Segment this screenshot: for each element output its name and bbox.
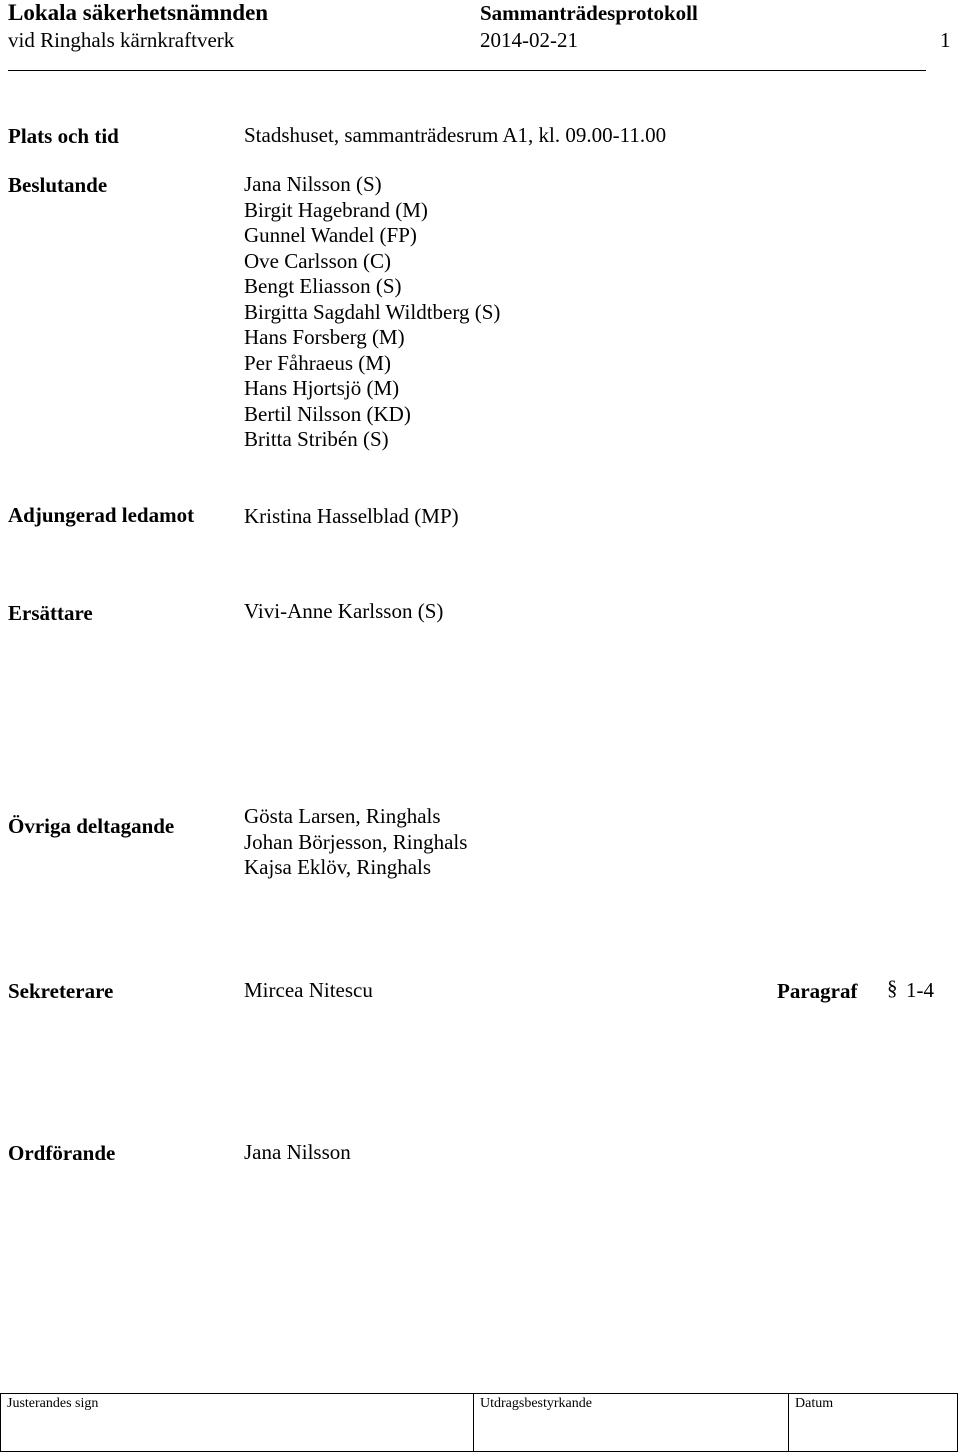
datum-label: Datum — [795, 1396, 834, 1411]
substitute-label: Ersättare — [8, 601, 93, 625]
list-item: Bertil Nilsson (KD) — [244, 401, 411, 426]
list-item: Hans Forsberg (M) — [244, 325, 405, 349]
place-value: Stadshuset, sammanträdesrum A1, kl. 09.00-11.00 — [244, 123, 667, 147]
chair-value: Jana Nilsson — [244, 1140, 351, 1164]
chair-label: Ordförande — [8, 1141, 116, 1165]
list-item: Ove Carlsson (C) — [244, 248, 391, 273]
paragraph-label: Paragraf — [777, 979, 858, 1003]
document-type: Sammanträdesprotokoll — [480, 1, 698, 25]
others-label: Övriga deltagande — [8, 814, 175, 838]
signature-table — [0, 1393, 958, 1452]
justerandes-sign-label: Justerandes sign — [7, 1396, 99, 1411]
list-item: Gunnel Wandel (FP) — [244, 223, 417, 247]
list-item: Hans Hjortsjö (M) — [244, 376, 400, 400]
list-item: Johan Börjesson, Ringhals — [244, 829, 468, 854]
justerandes-sign-cell — [1, 1394, 473, 1451]
others-list — [244, 804, 467, 881]
paragraph-symbol: § — [887, 976, 898, 1000]
utdragsbestyrkande-label: Utdragsbestyrkande — [480, 1396, 592, 1411]
header-divider — [8, 70, 926, 71]
list-item: Bengt Eliasson (S) — [244, 274, 402, 298]
adjunct-value: Kristina Hasselblad (MP) — [244, 504, 459, 528]
place-label: Plats och tid — [8, 124, 119, 148]
organization-name: Lokala säkerhetsnämnden — [8, 0, 269, 25]
page-number: 1 — [940, 28, 951, 52]
document-date: 2014-02-21 — [480, 28, 578, 52]
adjunct-label: Adjungerad ledamot — [8, 503, 195, 527]
list-item: Per Fåhraeus (M) — [244, 350, 391, 375]
secretary-value: Mircea Nitescu — [244, 978, 373, 1002]
decision-makers-label: Beslutande — [8, 173, 108, 197]
list-item: Kajsa Eklöv, Ringhals — [244, 855, 432, 879]
list-item: Birgit Hagebrand (M) — [244, 197, 428, 222]
list-item: Britta Stribén (S) — [244, 427, 389, 451]
list-item: Jana Nilsson (S) — [244, 172, 382, 196]
substitute-value: Vivi-Anne Karlsson (S) — [244, 599, 444, 623]
paragraph-value: 1-4 — [906, 978, 934, 1002]
secretary-label: Sekreterare — [8, 979, 114, 1003]
organization-subtitle: vid Ringhals kärnkraftverk — [8, 28, 235, 52]
datum-cell — [789, 1394, 955, 1451]
list-item: Gösta Larsen, Ringhals — [244, 804, 441, 828]
list-item: Birgitta Sagdahl Wildtberg (S) — [244, 299, 501, 324]
decision-makers-list — [244, 172, 500, 453]
utdragsbestyrkande-cell — [474, 1394, 788, 1451]
